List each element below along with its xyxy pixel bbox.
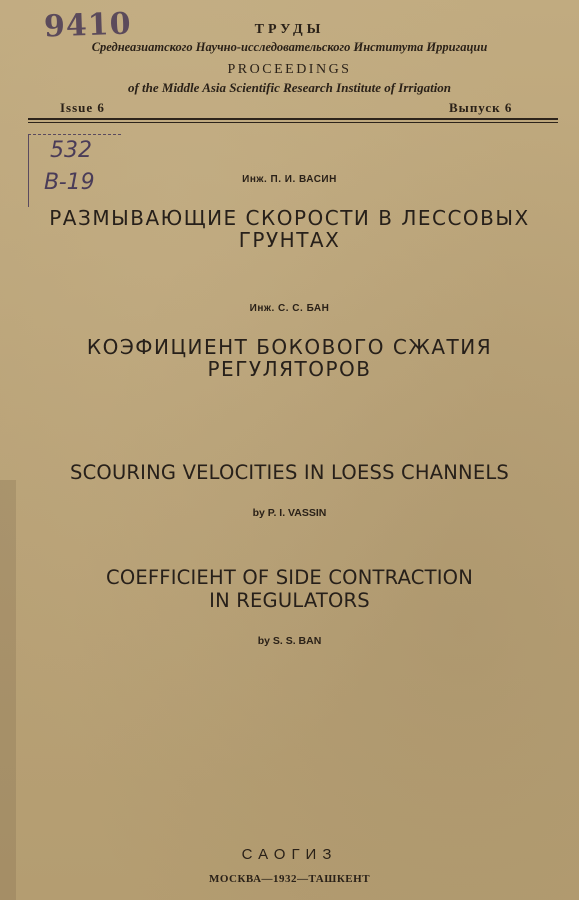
library-shelf-mark: 532 [50, 138, 92, 163]
article-title-ru-2-line-2: РЕГУЛЯТОРОВ [207, 357, 372, 381]
author-ru-1: Инж. П. И. ВАСИН [242, 174, 337, 185]
header-rule-thin [28, 122, 558, 123]
article-title-en-2-line-2: IN REGULATORS [209, 589, 370, 612]
article-title-ru-1-line-1: РАЗМЫВАЮЩИЕ СКОРОСТИ В ЛЕССОВЫХ [49, 206, 530, 230]
article-title-en-2-line-1: COEFFICIEHT OF SIDE CONTRACTION [106, 566, 473, 589]
issue-number-en: Issue 6 [60, 100, 105, 115]
publisher-name: САОГИЗ [241, 846, 338, 863]
inventory-stamp-number: 9410 [43, 6, 133, 45]
byline-en-1: by P. I. VASSIN [252, 507, 327, 519]
author-ru-2: Инж. С. С. БАН [249, 303, 330, 314]
series-title-en: PROCEEDINGS [227, 62, 352, 77]
library-call-number: B-19 [44, 170, 95, 195]
issue-number-ru: Выпуск 6 [449, 100, 513, 115]
institute-name-ru: Среднеазиатского Научно-исследовательского Института Ирригации [91, 40, 488, 54]
article-title-ru-1-line-2: ГРУНТАХ [238, 228, 341, 252]
series-title-ru: ТРУДЫ [254, 22, 325, 37]
paper-edge-shadow [0, 480, 16, 900]
institute-name-en: of the Middle Asia Scientific Research Institute of Irrigation [127, 80, 452, 95]
publication-place-year: МОСКВА—1932—ТАШКЕНТ [208, 873, 371, 885]
article-title-ru-2-line-1: КОЭФИЦИЕНТ БОКОВОГО СЖАТИЯ [86, 335, 493, 359]
byline-en-2: by S. S. BAN [257, 635, 322, 647]
header-rule-thick [28, 118, 558, 120]
article-title-en-1: SCOURING VELOCITIES IN LOESS CHANNELS [70, 461, 509, 484]
